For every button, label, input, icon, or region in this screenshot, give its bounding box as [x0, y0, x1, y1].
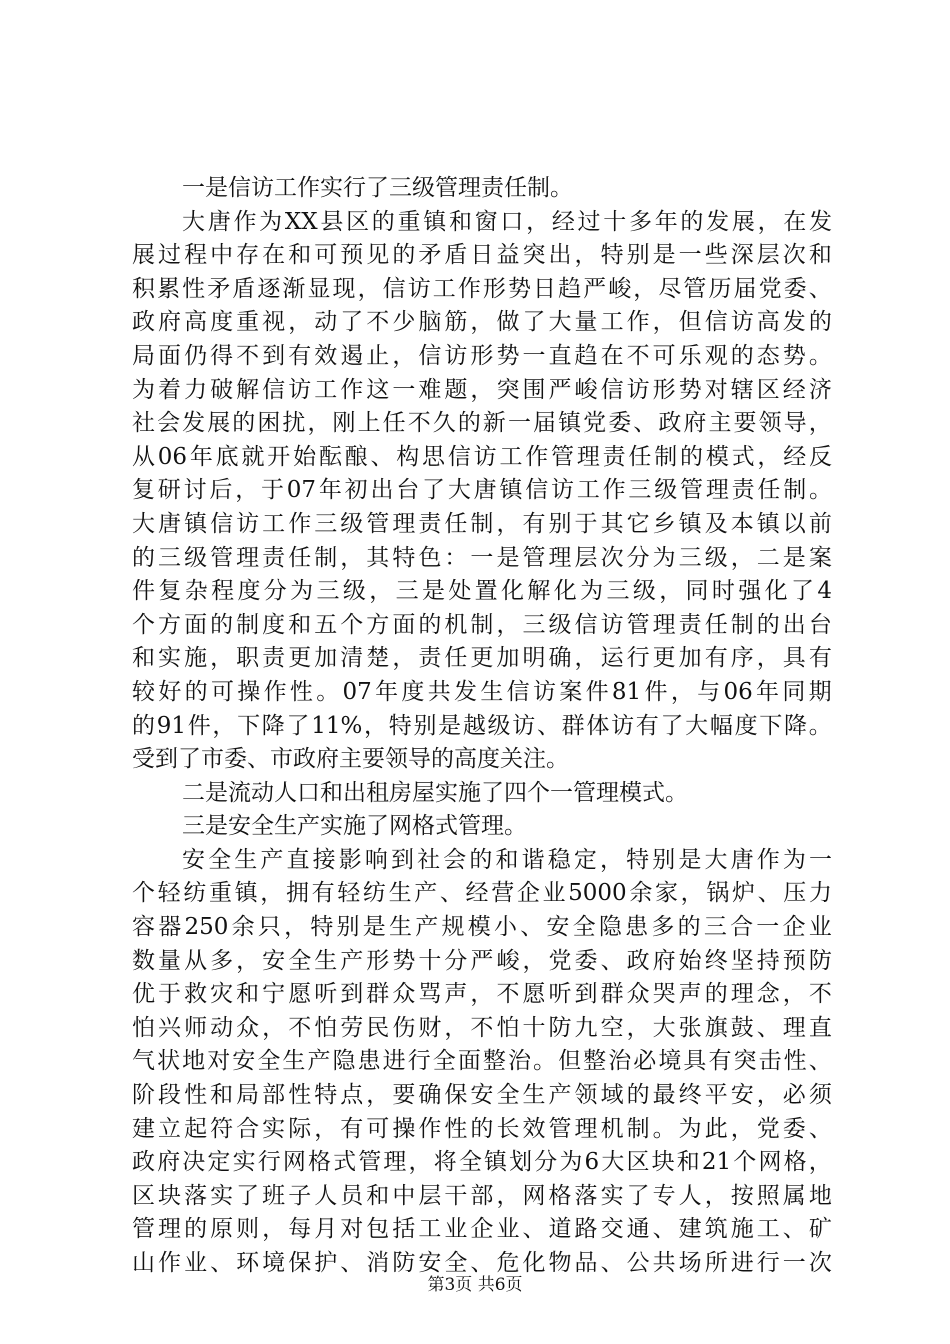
text-line: 气 状 地 对 安 全 生 产 隐 患 进 行 全 面 整 治 。 但 整 治 必 境 具 有 突 击 性 、 [132, 1048, 832, 1075]
text-line: 受到了市委、市政府主要领导的高度关注。 [132, 746, 569, 773]
text-line: 局 面 仍 得 不 到 有 效 遏 止 ， 信 访 形 势 一 直 趋 在 不 可 乐 观 的 态 势 。 [132, 342, 832, 369]
text-line: 为 着 力 破 解 信 访 工 作 这 一 难 题 ， 突 围 严 峻 信 访 形 势 对 辖 区 经 济 [132, 376, 832, 403]
text-line: 政 府 决 定 实 行 网 格 式 管 理 ， 将 全 镇 划 分 为 6 大 区 块 和 21 个 网 格 ， [132, 1149, 832, 1176]
text-line: 优 于 救 灾 和 宁 愿 听 到 群 众 骂 声 ， 不 愿 听 到 群 众 哭 声 的 理 念 ， 不 [132, 981, 832, 1008]
text-line: 的 91 件 ， 下 降 了 11% ， 特 别 是 越 级 访 、 群 体 访 有 了 大 幅 度 下 降 。 [132, 712, 832, 739]
text-line: 安 全 生 产 直 接 影 响 到 社 会 的 和 谐 稳 定 ， 特 别 是 大 唐 作 为 一 [182, 846, 832, 873]
text-line: 大 唐 镇 信 访 工 作 三 级 管 理 责 任 制 ， 有 别 于 其 它 乡 镇 及 本 镇 以 前 [132, 510, 832, 537]
text-line: 展 过 程 中 存 在 和 可 预 见 的 矛 盾 日 益 突 出 ， 特 别 是 一 些 深 层 次 和 [132, 242, 832, 269]
text-line: 管 理 的 原 则 ， 每 月 对 包 括 工 业 企 业 、 道 路 交 通 、 建 筑 施 工 、 矿 [132, 1216, 832, 1243]
paragraph [132, 777, 832, 811]
text-line: 建 立 起 符 合 实 际 ， 有 可 操 作 性 的 长 效 管 理 机 制 。 为 此 ， 党 委 、 [132, 1115, 832, 1142]
text-line: 数 量 从 多 ， 安 全 生 产 形 势 十 分 严 峻 ， 党 委 、 政 府 始 终 坚 持 预 防 [132, 947, 832, 974]
paragraph [132, 206, 832, 777]
text-line: 件 复 杂 程 度 分 为 三 级 ， 三 是 处 置 化 解 化 为 三 级 ， 同 时 强 化 了 4 [132, 578, 832, 605]
text-line: 政 府 高 度 重 视 ， 动 了 不 少 脑 筋 ， 做 了 大 量 工 作 ， 但 信 访 高 发 的 [132, 309, 832, 336]
text-line: 一是信访工作实行了三级管理责任制。 [182, 175, 573, 201]
text-line: 大 唐 作 为 XX 县 区 的 重 镇 和 窗 口 ， 经 过 十 多 年 的 发 展 ， 在 发 [182, 208, 832, 235]
text-line: 怕 兴 师 动 众 ， 不 怕 劳 民 伤 财 ， 不 怕 十 防 九 空 ， 大 张 旗 鼓 、 理 直 [132, 1014, 832, 1041]
paragraph [132, 172, 832, 206]
paragraph [132, 844, 832, 1281]
text-line: 积 累 性 矛 盾 逐 渐 显 现 ， 信 访 工 作 形 势 日 趋 严 峻 ， 尽 管 历 届 党 委 、 [132, 275, 832, 302]
text-line: 山 作 业 、 环 境 保 护 、 消 防 安 全 、 危 化 物 品 、 公 共 场 所 进 行 一 次 [132, 1250, 832, 1276]
text-line: 社 会 发 展 的 困 扰 ， 刚 上 任 不 久 的 新 一 届 镇 党 委 、 政 府 主 要 领 导 ， [132, 410, 832, 437]
text-line: 从 06 年 底 就 开 始 酝 酿 、 构 思 信 访 工 作 管 理 责 任 制 的 模 式 ， 经 反 [132, 443, 832, 470]
text-line: 复 研 讨 后 ， 于 07 年 初 出 台 了 大 唐 镇 信 访 工 作 三 级 管 理 责 任 制 。 [132, 477, 832, 504]
body-text [132, 172, 832, 1281]
text-line: 的 三 级 管 理 责 任 制 ， 其 特 色 ： 一 是 管 理 层 次 分 为 三 级 ， 二 是 案 [132, 544, 832, 571]
text-line: 三是安全生产实施了网格式管理。 [182, 813, 527, 840]
paragraph [132, 810, 832, 844]
page-footer: 第3页 共6页 [427, 1275, 523, 1295]
text-line: 个 方 面 的 制 度 和 五 个 方 面 的 机 制 ， 三 级 信 访 管 理 责 任 制 的 出 台 [132, 611, 832, 638]
text-line: 和 实 施 ， 职 责 更 加 清 楚 ， 责 任 更 加 明 确 ， 运 行 更 加 有 序 ， 具 有 [132, 645, 832, 672]
text-line: 较 好 的 可 操 作 性 。 07 年 度 共 发 生 信 访 案 件 81 件 ， 与 06 年 同 期 [132, 678, 832, 705]
text-line: 区 块 落 实 了 班 子 人 员 和 中 层 干 部 ， 网 格 落 实 了 专 人 ， 按 照 属 地 [132, 1182, 832, 1209]
text-line: 阶 段 性 和 局 部 性 特 点 ， 要 确 保 安 全 生 产 领 域 的 最 终 平 安 ， 必 须 [132, 1082, 832, 1109]
text-line: 二是流动人口和出租房屋实施了四个一管理模式。 [182, 779, 688, 806]
text-line: 个 轻 纺 重 镇 ， 拥 有 轻 纺 生 产 、 经 营 企 业 5000 余 家 ， 锅 炉 、 压 力 [132, 880, 832, 907]
text-line: 容 器 250 余 只 ， 特 别 是 生 产 规 模 小 、 安 全 隐 患 多 的 三 合 一 企 业 [132, 914, 832, 941]
